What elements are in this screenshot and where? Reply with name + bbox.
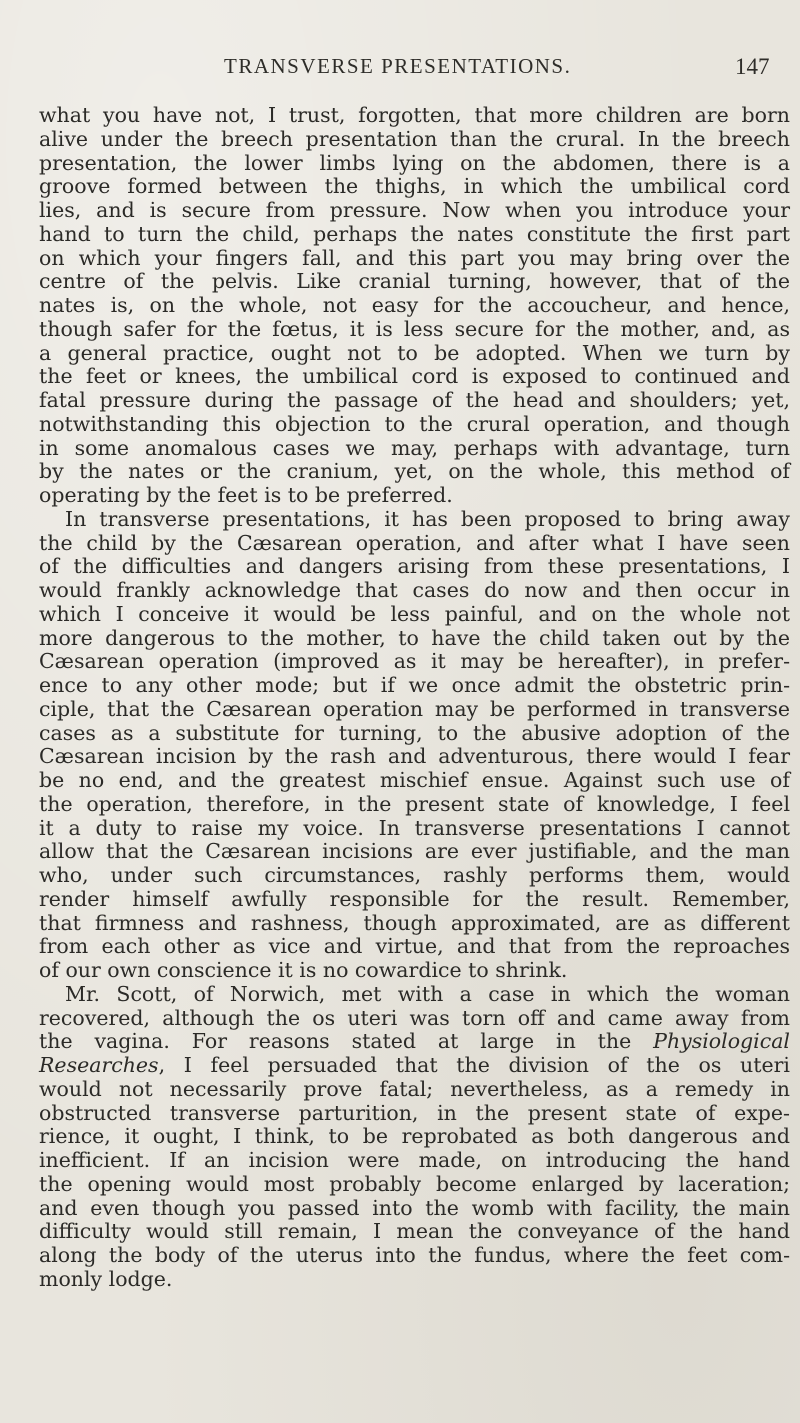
text-line: obstructed transverse parturition, in the present state of expe-: [39, 1100, 790, 1125]
text-line: which I conceive it would be less painful, and on the whole not: [39, 601, 790, 626]
text-line: ciple, that the Cæsarean operation may be performed in transverse: [39, 696, 790, 721]
paragraph-start-line: In transverse presentations, it has been proposed to bring away: [65, 506, 790, 531]
text-line: cases as a substitute for turning, to the abusive adoption of the: [39, 720, 790, 745]
text-line: and even though you passed into the womb with facility, the main: [39, 1195, 790, 1220]
text-line: the operation, therefore, in the present state of knowledge, I feel: [39, 791, 790, 816]
text-line: hand to turn the child, perhaps the nates constitute the first part: [39, 221, 790, 246]
text-line: of the difficulties and dangers arising from these presentations, I: [39, 554, 790, 579]
text-line: render himself awfully responsible for the result. Remember,: [39, 886, 790, 911]
text-line: rience, it ought, I think, to be reprobated as both dangerous and: [39, 1124, 790, 1149]
body-text: [39, 104, 790, 1292]
text-line: lies, and is secure from pressure. Now when you introduce your: [39, 198, 790, 222]
text-line: the child by the Cæsarean operation, and after what I have seen: [39, 530, 790, 555]
text-line: be no end, and the greatest mischief ensue. Against such use of: [39, 768, 790, 792]
text-line: the opening would most probably become enlarged by laceration;: [39, 1171, 790, 1196]
text-line: a general practice, ought not to be adopted. When we turn by: [39, 340, 790, 365]
text-line: from each other as vice and virtue, and that from the reproaches: [39, 934, 790, 959]
text-line: difficulty would still remain, I mean the conveyance of the hand: [39, 1219, 790, 1244]
page-number: 147: [735, 54, 770, 79]
text-line: along the body of the uterus into the fundus, where the feet com-: [39, 1243, 790, 1267]
text-line: Cæsarean incision by the rash and adventurous, there would I fear: [39, 744, 790, 769]
text-line: nates is, on the whole, not easy for the accoucheur, and hence,: [39, 293, 790, 317]
text-line: who, under such circumstances, rashly performs them, would: [39, 863, 790, 887]
text-line: monly lodge.: [39, 1266, 173, 1291]
text-line: of our own conscience it is no cowardice to shrink.: [39, 958, 568, 982]
text-line: recovered, although the os uteri was torn off and came away from: [39, 1005, 790, 1030]
text-line: Researches, I feel persuaded that the division of the os uteri: [39, 1053, 790, 1077]
running-title: TRANSVERSE PRESENTATIONS.: [224, 54, 572, 78]
text-line: in some anomalous cases we may, perhaps with advantage, turn: [39, 435, 790, 460]
text-line: inefficient. If an incision were made, on introducing the hand: [39, 1148, 790, 1172]
text-line: though safer for the fœtus, it is less secure for the mother, and, as: [39, 316, 790, 341]
paragraph-start-line: Mr. Scott, of Norwich, met with a case in which the woman: [65, 981, 790, 1006]
text-line: groove formed between the thighs, in which the umbilical cord: [39, 174, 790, 199]
text-line: what you have not, I trust, forgotten, that more children are born: [39, 103, 790, 127]
text-line: by the nates or the cranium, yet, on the whole, this method of: [39, 459, 790, 484]
text-line: notwithstanding this objection to the crural operation, and though: [39, 411, 790, 436]
text-line: would not necessarily prove fatal; nevertheless, as a remedy in: [39, 1076, 790, 1101]
text-line: the feet or knees, the umbilical cord is exposed to continued and: [39, 364, 790, 389]
text-line: more dangerous to the mother, to have the child taken out by the: [39, 625, 790, 650]
text-line: centre of the pelvis. Like cranial turning, however, that of the: [39, 269, 790, 294]
text-line: it a duty to raise my voice. In transverse presentations I cannot: [39, 815, 790, 840]
text-line: Cæsarean operation (improved as it may be hereafter), in prefer-: [39, 649, 790, 674]
text-line: ence to any other mode; but if we once admit the obstetric prin-: [39, 673, 790, 697]
text-line: the vagina. For reasons stated at large in the Physiological: [39, 1029, 790, 1054]
text-line: that firmness and rashness, though approximated, are as different: [39, 910, 790, 935]
text-line: presentation, the lower limbs lying on the abdomen, there is a: [39, 150, 790, 175]
text-line: would frankly acknowledge that cases do now and then occur in: [39, 578, 790, 602]
running-head: [0, 54, 800, 84]
text-line: fatal pressure during the passage of the head and shoulders; yet,: [39, 388, 790, 412]
text-line: allow that the Cæsarean incisions are ever justifiable, and the man: [39, 839, 790, 864]
text-line: alive under the breech presentation than the crural. In the breech: [39, 126, 790, 151]
text-line: operating by the feet is to be preferred.: [39, 483, 453, 507]
text-line: on which your fingers fall, and this part you may bring over the: [39, 245, 790, 270]
